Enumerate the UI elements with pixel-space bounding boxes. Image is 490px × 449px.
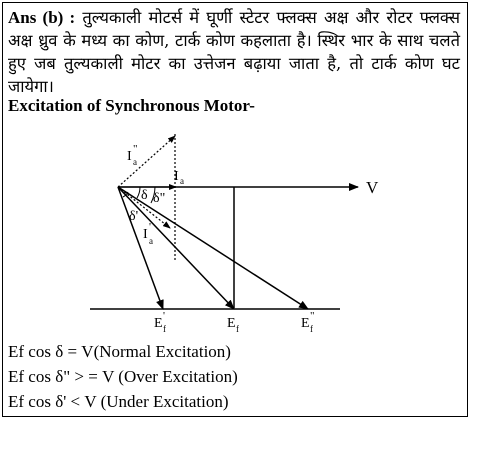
equation-normal: Ef cos δ = V(Normal Excitation) xyxy=(8,342,231,361)
ef-phasor xyxy=(118,187,234,309)
ia-single-label: I xyxy=(143,227,148,242)
equation-over: Ef cos δ" > = V (Over Excitation) xyxy=(8,367,238,386)
ia-double-label: I xyxy=(127,149,132,164)
delta-double-label: δ" xyxy=(153,191,166,206)
ia-double-label-sup: " xyxy=(133,143,138,155)
ef-double-phasor xyxy=(118,187,308,309)
ef-double-label-sub: f xyxy=(310,324,313,334)
ef-single-label: E xyxy=(154,316,163,331)
section-heading: Excitation of Synchronous Motor- xyxy=(8,96,255,115)
ef-label: E xyxy=(227,316,236,331)
ia-label-sub: a xyxy=(180,176,184,186)
angle-arc-delta xyxy=(137,187,140,198)
ef-single-label-sup: ' xyxy=(163,310,165,322)
answer-text: तुल्यकाली मोटर्स में घूर्णी स्टेटर फ्लक्स अक्ष और रोटर फ्लक्स अक्ष ध्रुव के मध्य का कोण, टार्क कोण कहलाता है। स्थिर भार के साथ चलते हुए जब तुल्यकाली मोटर का उत्तेजन बढ़ाया जाता है, तो टार्क कोण घट जायेगा। xyxy=(8,8,460,96)
answer-label: Ans (b) : xyxy=(8,8,76,27)
delta-single-label: δ' xyxy=(129,209,139,224)
equation-under: Ef cos δ' < V (Under Excitation) xyxy=(8,392,229,411)
ef-double-label: E xyxy=(301,316,310,331)
delta-label: δ xyxy=(141,188,148,203)
ia-single-label-sub: a xyxy=(149,236,153,246)
ia-double-label-sub: a xyxy=(133,157,137,167)
ef-label-sub: f xyxy=(236,324,239,334)
ef-double-label-sup: " xyxy=(310,310,315,322)
ia-single-label-sup: ' xyxy=(149,221,151,233)
ef-single-label-sub: f xyxy=(163,324,166,334)
v-label: V xyxy=(366,178,379,197)
ia-label: I xyxy=(174,169,179,184)
